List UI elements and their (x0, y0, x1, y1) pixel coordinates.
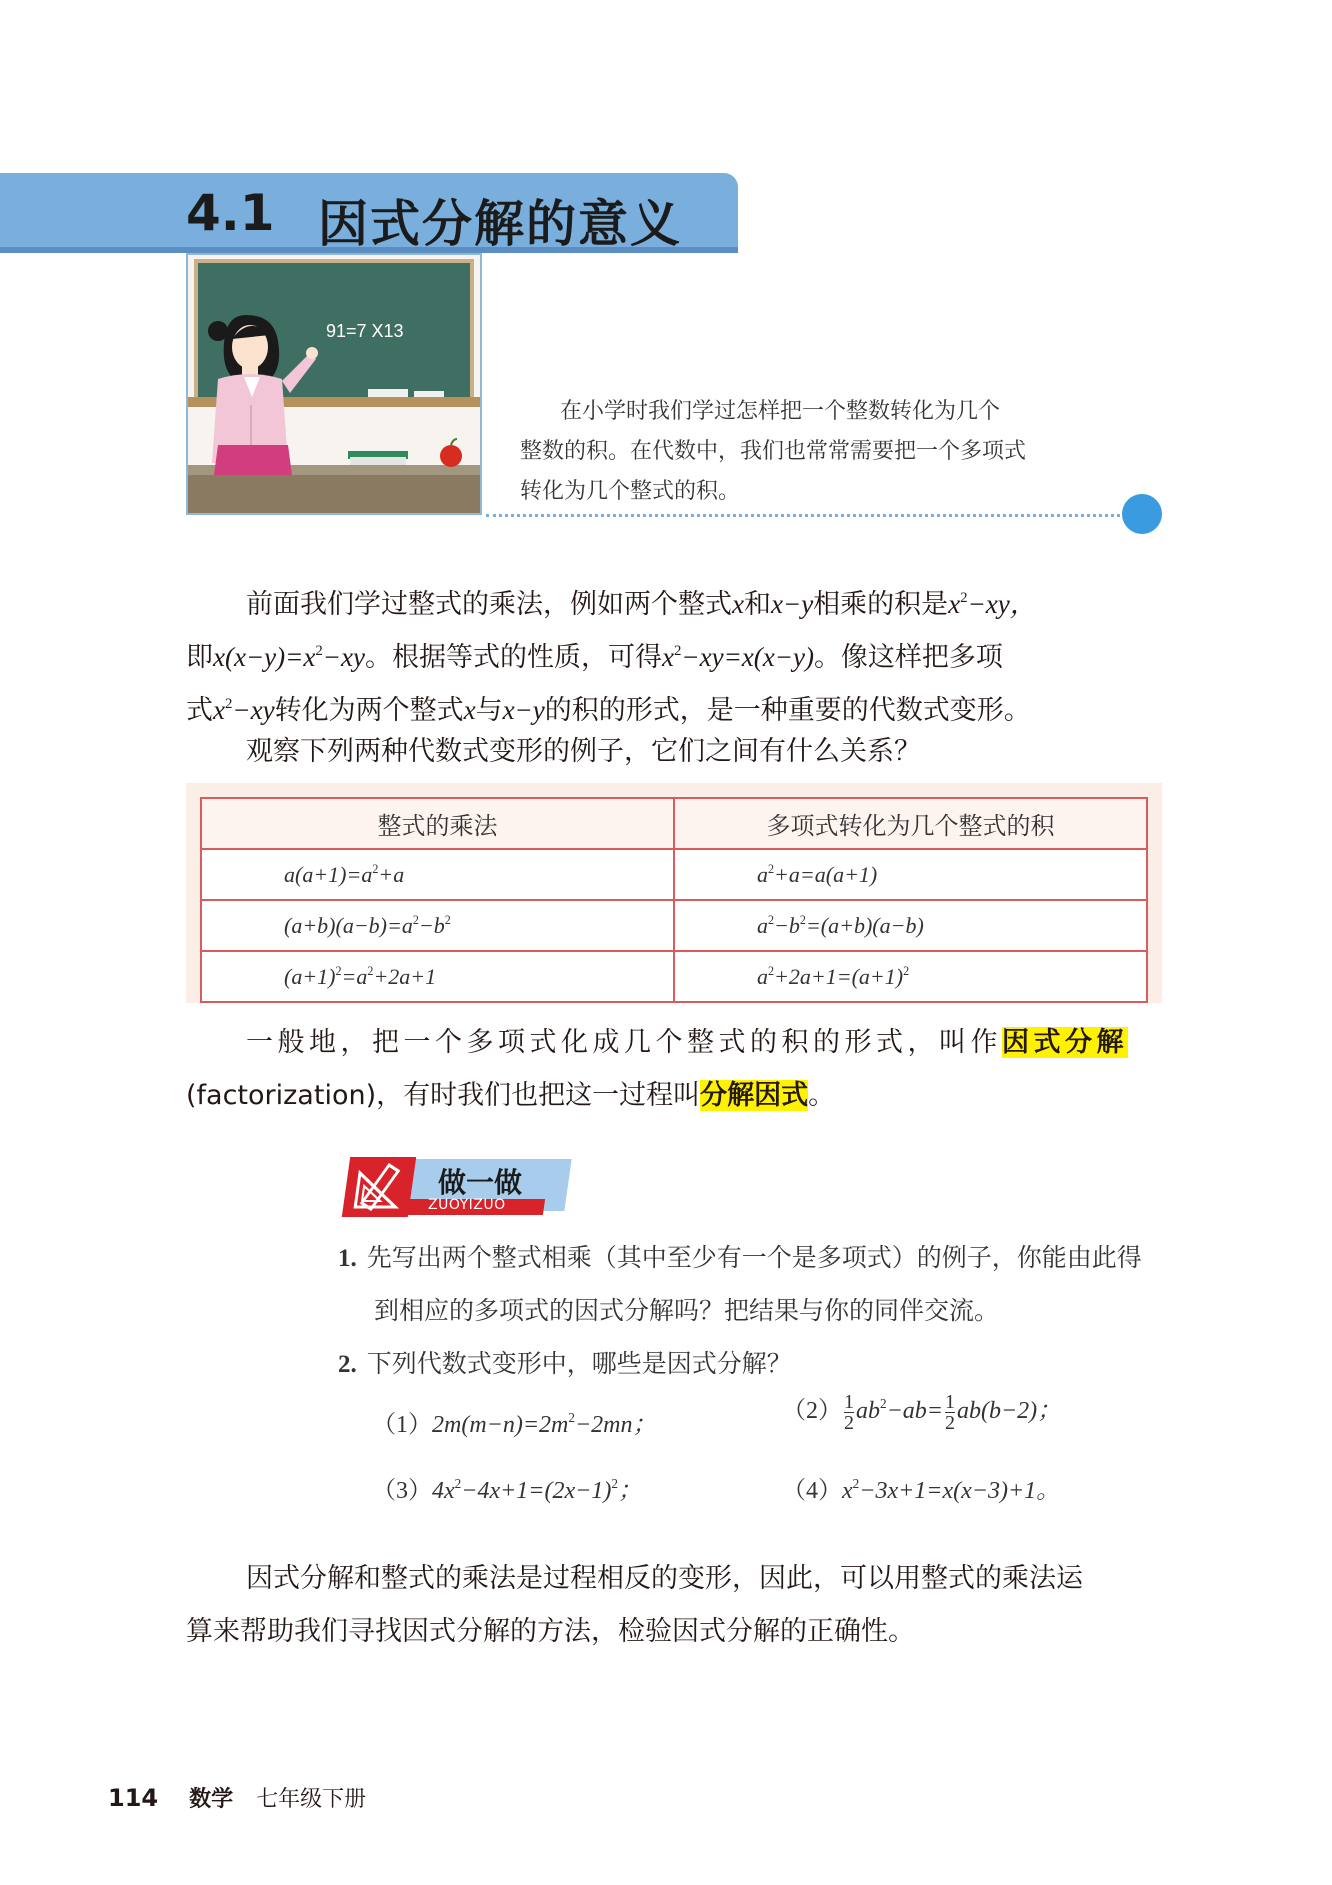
teacher-illustration (186, 253, 482, 515)
exercise-2 (338, 1338, 1168, 1391)
sub-item-2: （2） $\frac{1}{2}$ $ab^2-ab=$ $\frac{1}{2}$ ab(b−2)； (782, 1390, 1062, 1434)
ruler-pencil-icon (342, 1157, 416, 1217)
body-paragraph-2 (186, 725, 1166, 778)
section-number: 4.1 (186, 184, 275, 242)
sub-item-1: $(1)2m(m-n)=2m^2-2mn$； (372, 1410, 657, 1438)
page-number: 114 (108, 1784, 159, 1812)
exercise-number: 1. (338, 1245, 357, 1272)
teacher-blackboard-image (188, 255, 480, 513)
book-grade: 七年级下册 (256, 1787, 367, 1812)
conclusion-paragraph (186, 1552, 1166, 1658)
table-row (201, 849, 1147, 900)
table-row (201, 900, 1147, 951)
sub-item-3: $(3)4x^2-4x+1=(2x-1)^2$； (372, 1476, 642, 1504)
table-cell: $(a+b)(a-b)=a^2-b^2$ (201, 900, 674, 951)
table-cell: $a^2+a=a(a+1)$ (674, 849, 1147, 900)
sub-item-4: $(4)x^2-3x+1=x(x-3)+1$。 (782, 1476, 1061, 1504)
section-title: 因式分解的意义 (318, 195, 682, 253)
table-row (201, 951, 1147, 1002)
body-paragraph-1 (186, 578, 1166, 737)
table-cell: $a^2-b^2=(a+b)(a-b)$ (674, 900, 1147, 951)
exercise-line: 1. 先写出两个整式相乘（其中至少有一个是多项式）的例子，你能由此得 (338, 1243, 1142, 1272)
activity-header (346, 1157, 568, 1215)
paragraph-line: 前面我们学过整式的乘法，例如两个整式x和x−y相乘的积是$x^2-xy$， (246, 589, 1037, 620)
paragraph-line: 一般地，把一个多项式化成几个整式的积的形式，叫作因式分解 (246, 1027, 1128, 1058)
book-subject: 数学 (189, 1787, 234, 1812)
paragraph-line: 即$x(x-y)=x^2-xy$。根据等式的性质，可得$x^2-xy=x(x-y)$。像这样把多项 (186, 642, 1003, 673)
dotted-divider (486, 514, 1126, 517)
paragraph-line: (factorization)，有时我们也把这一过程叫分解因式。 (186, 1080, 836, 1111)
table-header-cell: 多项式转化为几个整式的积 (674, 798, 1147, 849)
term-decompose-factors: 分解因式 (700, 1080, 809, 1111)
exercise-number: 2. (338, 1351, 357, 1378)
definition-paragraph (186, 1016, 1166, 1122)
exercise-line: 到相应的多项式的因式分解吗？把结果与你的同伴交流。 (374, 1296, 1000, 1325)
term-factorization: 因式分解 (1002, 1027, 1128, 1058)
intro-paragraph (520, 392, 1120, 512)
fraction: $\frac{1}{2}$ (944, 1390, 955, 1434)
table-cell: $a^2+2a+1=(a+1)^2$ (674, 951, 1147, 1002)
intro-line: 整数的积。在代数中，我们也常常需要把一个多项式 (520, 439, 1027, 464)
table-header-row (201, 798, 1147, 849)
paragraph-line: 观察下列两种代数式变形的例子，它们之间有什么关系？ (246, 736, 921, 767)
exercise-line: 2. 下列代数式变形中，哪些是因式分解？ (338, 1349, 792, 1378)
paragraph-line: 式$x^2-xy$转化为两个整式x与x−y的积的形式，是一种重要的代数式变形。 (186, 695, 1031, 726)
comparison-table (200, 797, 1148, 1003)
intro-line: 转化为几个整式的积。 (520, 479, 741, 504)
activity-title: 做一做 (438, 1166, 523, 1199)
table-header-cell: 整式的乘法 (201, 798, 674, 849)
paragraph-line: 算来帮助我们寻找因式分解的方法，检验因式分解的正确性。 (186, 1616, 915, 1647)
board-equation: 91=7 X13 (326, 321, 404, 341)
activity-subtitle: ZUOYIZUO (428, 1197, 506, 1213)
page-footer (108, 1782, 366, 1813)
table-cell: $a(a+1)=a^2+a$ (201, 849, 674, 900)
blue-dot-decoration (1122, 494, 1162, 534)
table-cell: $(a+1)^2=a^2+2a+1$ (201, 951, 674, 1002)
fraction: $\frac{1}{2}$ (844, 1390, 854, 1434)
exercise-1 (338, 1232, 1168, 1337)
paragraph-line: 因式分解和整式的乘法是过程相反的变形，因此，可以用整式的乘法运 (246, 1563, 1083, 1594)
intro-line: 在小学时我们学过怎样把一个整数转化为几个 (560, 399, 1001, 424)
